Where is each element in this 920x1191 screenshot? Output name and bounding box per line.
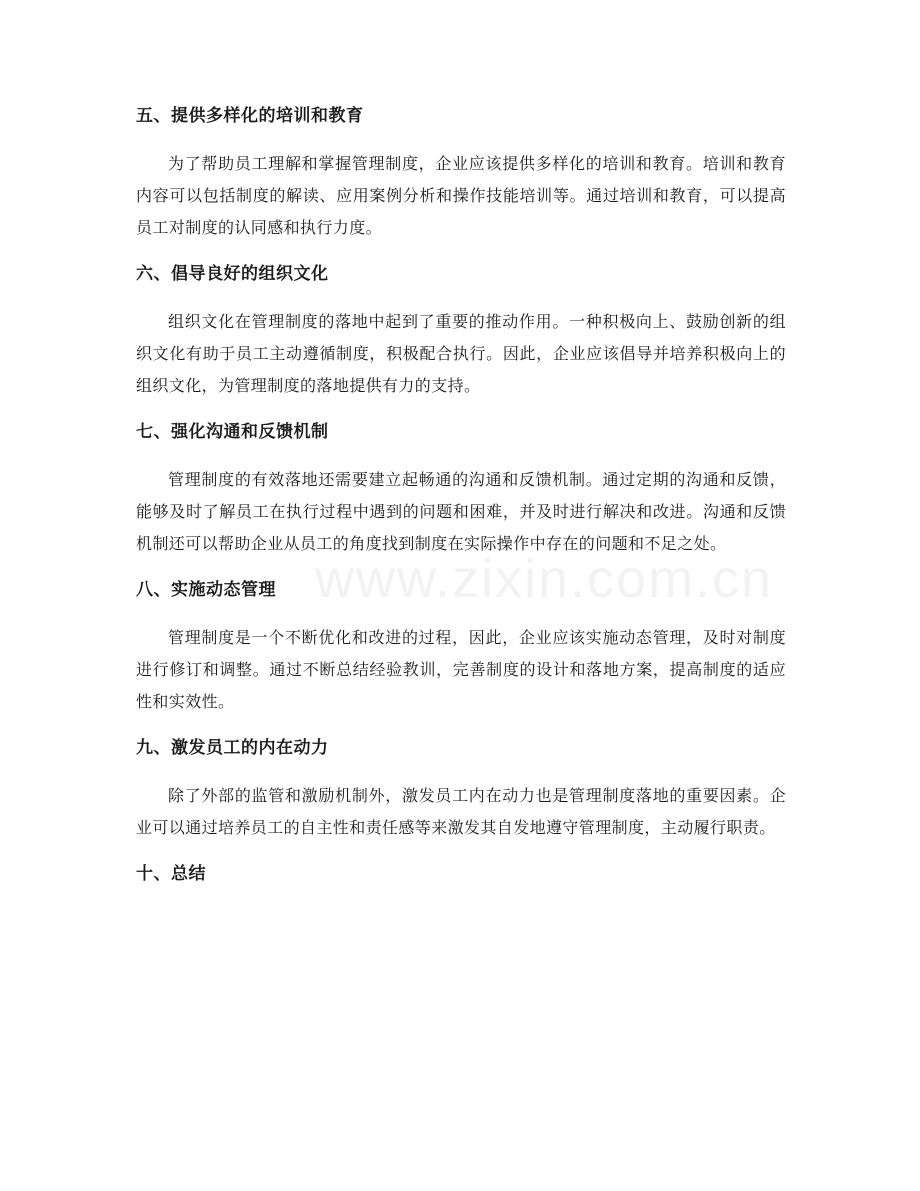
section-heading: 七、强化沟通和反馈机制 bbox=[136, 422, 329, 442]
section-paragraph: 组织文化在管理制度的落地中起到了重要的推动作用。一种积极向上、鼓励创新的组织文化有助于员工主动遵循制度，积极配合执行。因此，企业应该倡导并培养积极向上的组织文化，为管理制度的落地提供有力的支持。 bbox=[136, 312, 786, 395]
section-9 bbox=[136, 736, 786, 844]
section-heading: 五、提供多样化的培训和教育 bbox=[136, 106, 364, 126]
section-5 bbox=[136, 104, 786, 244]
section-8 bbox=[136, 578, 786, 718]
document-body bbox=[136, 104, 786, 906]
section-paragraph: 管理制度是一个不断优化和改进的过程，因此，企业应该实施动态管理，及时对制度进行修订和调整。通过不断总结经验教训，完善制度的设计和落地方案，提高制度的适应性和实效性。 bbox=[136, 628, 786, 711]
section-10 bbox=[136, 862, 786, 886]
section-paragraph: 管理制度的有效落地还需要建立起畅通的沟通和反馈机制。通过定期的沟通和反馈，能够及时了解员工在执行过程中遇到的问题和困难，并及时进行解决和改进。沟通和反馈机制还可以帮助企业从员工的角度找到制度在实际操作中存在的问题和不足之处。 bbox=[136, 470, 786, 553]
section-paragraph: 为了帮助员工理解和掌握管理制度，企业应该提供多样化的培训和教育。培训和教育内容可以包括制度的解读、应用案例分析和操作技能培训等。通过培训和教育，可以提高员工对制度的认同感和执行力度。 bbox=[136, 154, 786, 237]
section-heading: 十、总结 bbox=[136, 864, 206, 884]
section-heading: 八、实施动态管理 bbox=[136, 580, 276, 600]
section-6 bbox=[136, 262, 786, 402]
section-7 bbox=[136, 420, 786, 560]
section-heading: 六、倡导良好的组织文化 bbox=[136, 264, 329, 284]
watermark: www.zixin.com.cn bbox=[315, 549, 774, 609]
section-heading: 九、激发员工的内在动力 bbox=[136, 738, 329, 758]
section-paragraph: 除了外部的监管和激励机制外，激发员工内在动力也是管理制度落地的重要因素。企业可以通过培养员工的自主性和责任感等来激发其自发地遵守管理制度，主动履行职责。 bbox=[136, 786, 786, 837]
